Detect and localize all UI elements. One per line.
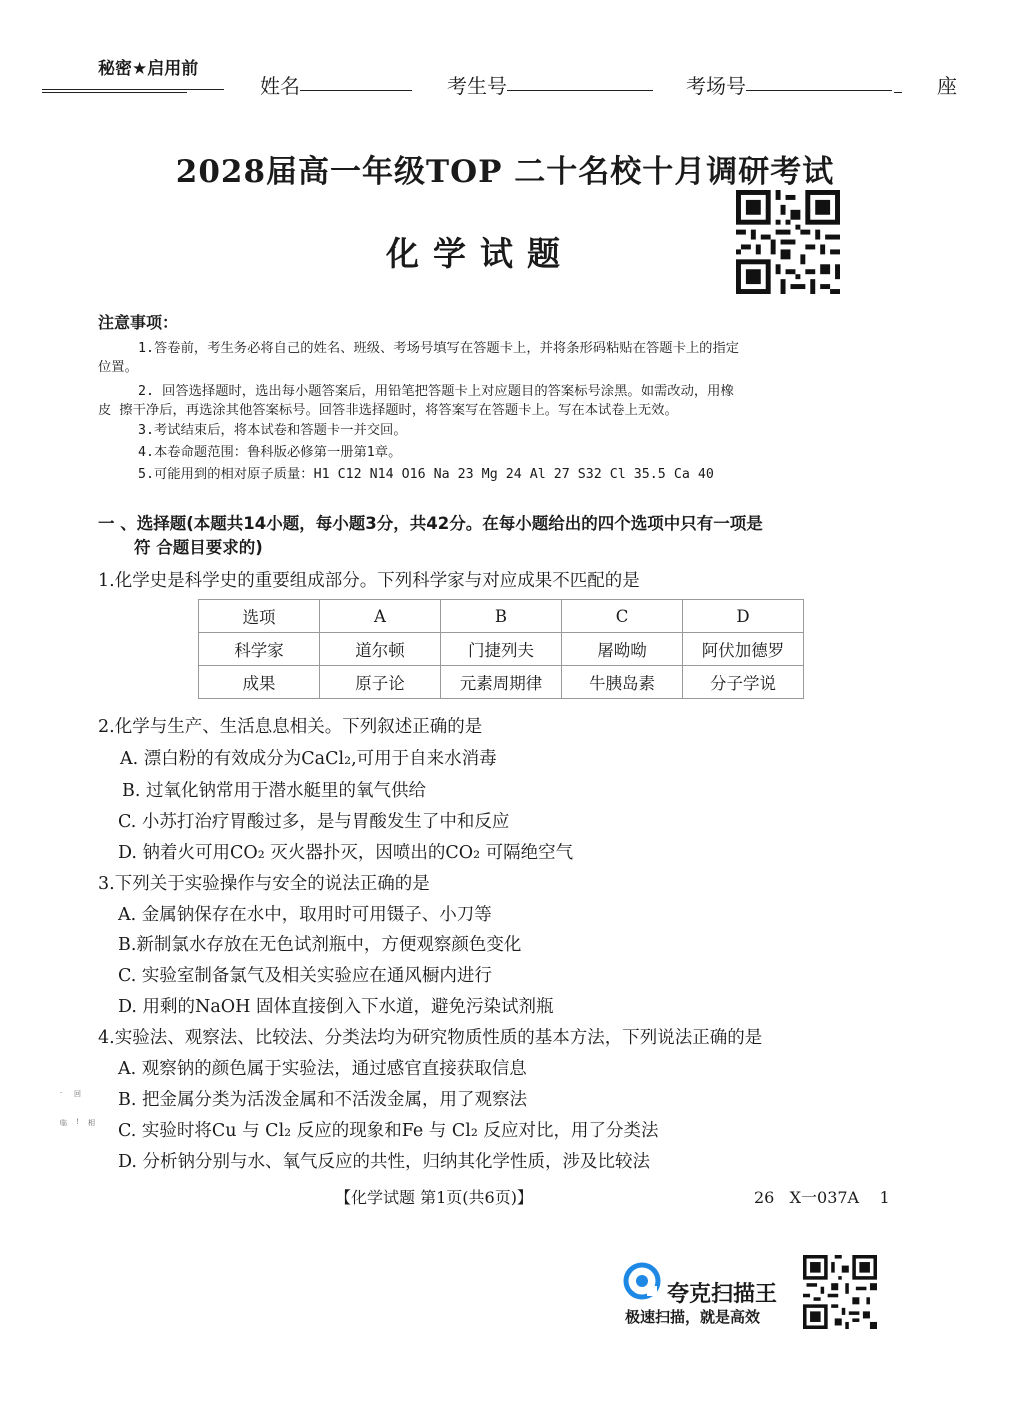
- note-line-3: 3.考试结束后，将本试卷和答题卡一并交回。: [138, 423, 407, 438]
- table-cell: 成果: [199, 666, 320, 699]
- question-4-option-b: B. 把金属分类为活泼金属和不活泼金属，用了观察法: [118, 1090, 527, 1110]
- section-heading-line-2: 符 合题目要求的): [134, 538, 263, 557]
- table-cell: 牛胰岛素: [562, 666, 683, 699]
- question-4-option-c: C. 实验时将Cu 与 Cl₂ 反应的现象和Fe 与 Cl₂ 反应对比，用了分类法: [118, 1121, 659, 1141]
- question-3-option-c: C. 实验室制备氯气及相关实验应在通风橱内进行: [118, 966, 492, 986]
- table-cell: 科学家: [199, 633, 320, 666]
- table-header-row: [199, 600, 804, 633]
- table-cell: 门捷列夫: [441, 633, 562, 666]
- question-3-stem: 3.下列关于实验操作与安全的说法正确的是: [98, 874, 430, 894]
- exam-number-line[interactable]: [507, 90, 653, 91]
- table-row: [199, 666, 804, 699]
- scanner-app-name: 夸克扫描王: [667, 1282, 778, 1307]
- note-line-2-cont: 皮 擦干净后，再选涂其他答案标号。回答非选择题时，将答案写在答题卡上。写在本试卷上无效。: [98, 403, 678, 418]
- question-4-stem: 4.实验法、观察法、比较法、分类法均为研究物质性质的基本方法，下列说法正确的是: [98, 1028, 763, 1048]
- question-1-stem: 1.化学史是科学史的重要组成部分。下列科学家与对应成果不匹配的是: [98, 571, 640, 591]
- scanner-slogan: 极速扫描，就是高效: [625, 1308, 761, 1326]
- scanner-logo-icon: [623, 1262, 661, 1300]
- question-4-option-d: D. 分析钠分别与水、氧气反应的共性，归纳其化学性质，涉及比较法: [118, 1152, 651, 1172]
- paper-code: 26 X一037A 1: [754, 1188, 890, 1207]
- stray-mark: !: [76, 1118, 79, 1126]
- exam-number-label: 考生号: [447, 74, 507, 98]
- page-footer-label: 【化学试题 第1页(共6页)】: [335, 1188, 533, 1207]
- question-2-option-b: B. 过氧化钠常用于潜水艇里的氧气供给: [122, 781, 426, 801]
- table-cell: C: [562, 600, 683, 633]
- stray-mark: 临: [60, 1119, 67, 1127]
- stray-mark: 相: [88, 1119, 95, 1127]
- name-field-label: 姓名: [260, 74, 300, 98]
- question-4-option-a: A. 观察钠的颜色属于实验法，通过感官直接获取信息: [118, 1059, 527, 1079]
- scanner-qr-code-icon: [803, 1255, 877, 1329]
- question-1-table: [198, 599, 804, 699]
- table-cell: 阿伏加德罗: [683, 633, 804, 666]
- qr-code-icon: [736, 190, 840, 294]
- question-2-option-a: A. 漂白粉的有效成分为CaCl₂,可用于自来水消毒: [120, 749, 497, 769]
- table-cell: 道尔顿: [320, 633, 441, 666]
- table-cell: 元素周期律: [441, 666, 562, 699]
- stray-mark: ·: [60, 1089, 63, 1097]
- table-cell: A: [320, 600, 441, 633]
- header-underline-left-a: [42, 92, 187, 93]
- note-line-4: 4.本卷命题范围：鲁科版必修第一册第1章。: [138, 445, 402, 460]
- table-cell: 原子论: [320, 666, 441, 699]
- stray-mark: 回: [74, 1090, 81, 1098]
- exam-title: 2028届高一年级TOP 二十名校十月调研考试: [175, 154, 835, 190]
- question-3-option-d: D. 用剩的NaOH 固体直接倒入下水道，避免污染试剂瓶: [118, 997, 554, 1017]
- question-2-option-c: C. 小苏打治疗胃酸过多，是与胃酸发生了中和反应: [118, 812, 510, 832]
- section-heading: [98, 512, 763, 560]
- question-3-option-a: A. 金属钠保存在水中，取用时可用镊子、小刀等: [118, 905, 492, 925]
- header-underline-left-b: [42, 89, 224, 90]
- table-cell: 选项: [199, 600, 320, 633]
- confidential-label: 秘密★启用前: [98, 59, 199, 79]
- exam-room-line-tail: [894, 92, 902, 93]
- note-line-2: 2. 回答选择题时，选出每小题答案后，用铅笔把答题卡上对应题目的答案标号涂黑。如需改动，用橡: [138, 384, 734, 399]
- question-2-option-d: D. 钠着火可用CO₂ 灭火器扑灭，因喷出的CO₂ 可隔绝空气: [118, 843, 574, 863]
- question-3-option-b: B.新制氯水存放在无色试剂瓶中，方便观察颜色变化: [118, 935, 522, 955]
- question-2-stem: 2.化学与生产、生活息息相关。下列叙述正确的是: [98, 717, 483, 737]
- exam-room-line[interactable]: [746, 90, 892, 91]
- subject-title: 化学试题: [386, 234, 574, 273]
- note-line-5: 5.可能用到的相对原子质量：H1 C12 N14 O16 Na 23 Mg 24 Al 27 S32 Cl 35.5 Ca 40: [138, 467, 714, 482]
- table-cell: 屠呦呦: [562, 633, 683, 666]
- note-line-1-cont: 位置。: [98, 360, 138, 375]
- table-cell: D: [683, 600, 804, 633]
- exam-room-label: 考场号: [686, 74, 746, 98]
- name-field-line[interactable]: [300, 90, 412, 91]
- notes-heading: 注意事项：: [98, 313, 179, 332]
- table-cell: B: [441, 600, 562, 633]
- table-cell: 分子学说: [683, 666, 804, 699]
- note-line-1: 1.答卷前，考生务必将自己的姓名、班级、考场号填写在答题卡上，并将条形码粘贴在答题卡上的指定: [138, 341, 740, 356]
- seat-label: 座: [937, 74, 957, 98]
- table-row: [199, 633, 804, 666]
- section-heading-line-1: 一 、选择题(本题共14小题，每小题3分，共42分。在每小题给出的四个选项中只有一项是: [98, 514, 763, 533]
